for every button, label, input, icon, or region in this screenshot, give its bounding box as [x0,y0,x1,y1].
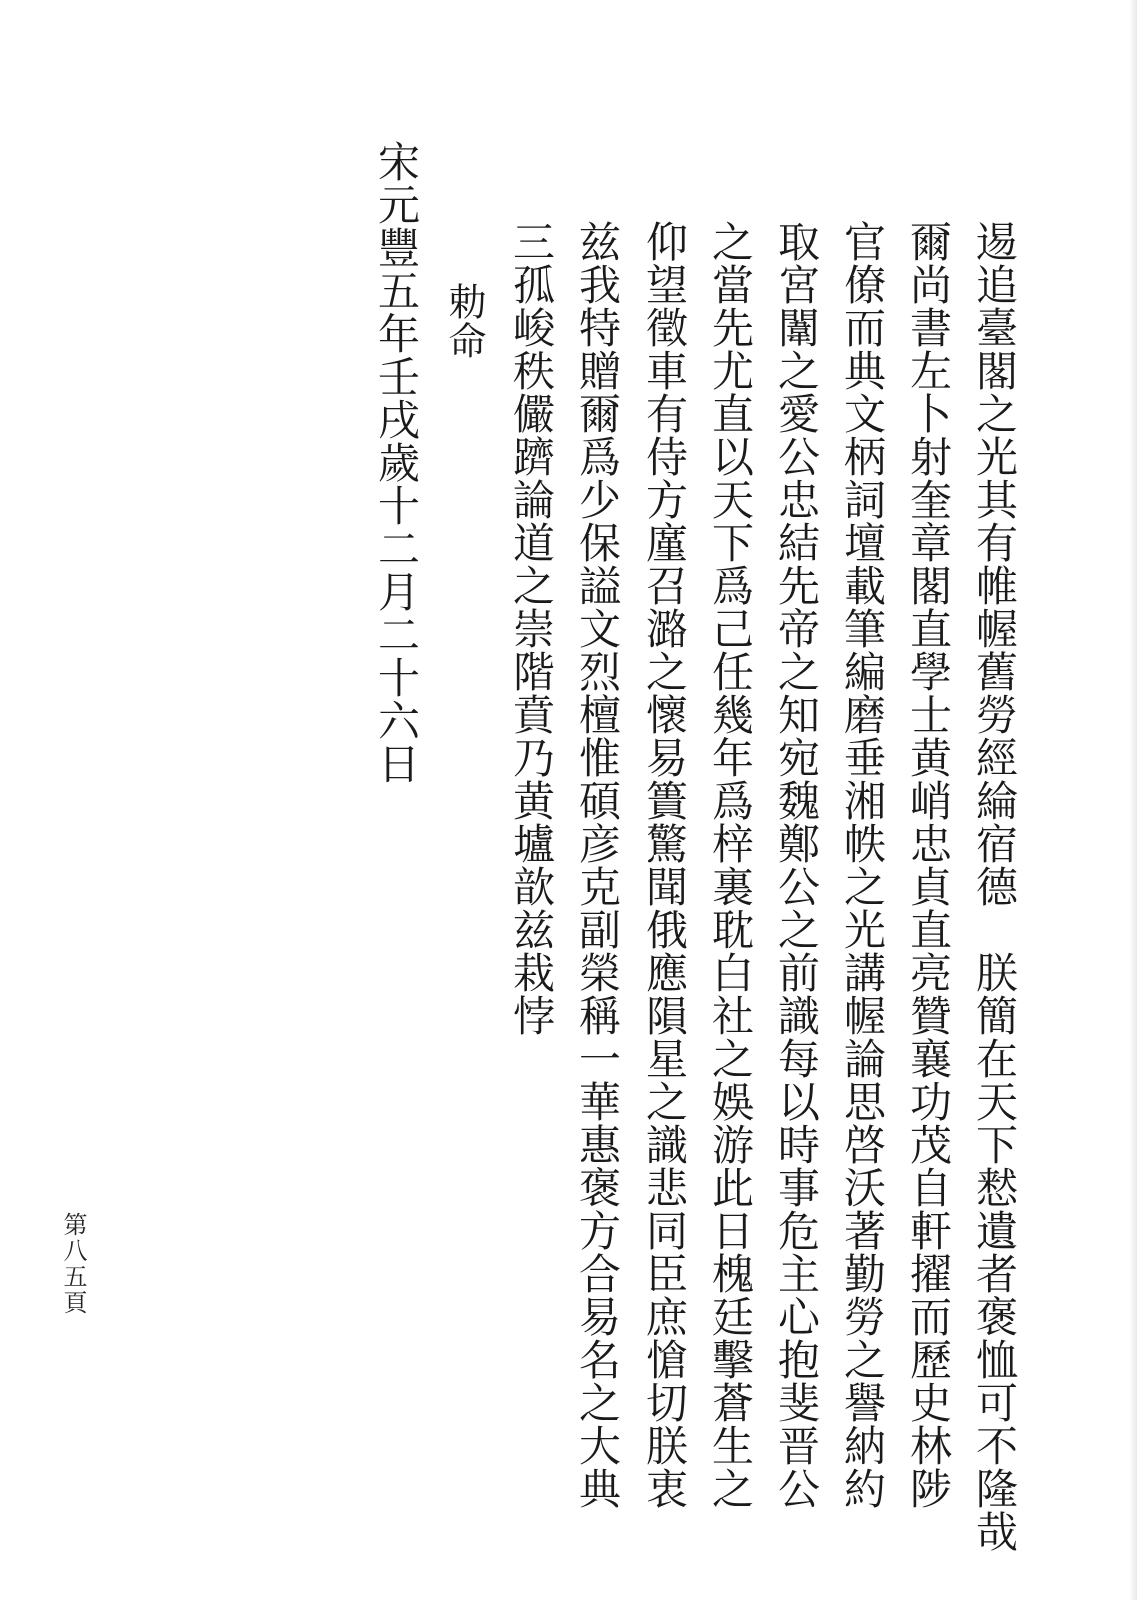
text-column-1: 逷追臺閣之光其有帷幄舊勞經綸宿德 朕簡在天下慭遺者褒恤可不隆哉 [970,220,1019,1553]
imperial-edict-heading: 勅命 [442,282,486,360]
text-column-6: 仰望徵車有侍方廑召潞之懷易簣驚聞俄應隕星之識悲同臣庶愴切朕衷 [640,220,689,1510]
text-column-2: 爾尚書左卜射奎章閣直學士黄峭忠貞直亮贊襄功茂自軒擢而歷史林陟 [904,220,953,1510]
text-column-3: 官僚而典文柄詞壇載筆編磨垂湘帙之光講幄論思啓沃著勤勞之譽納約 [838,220,887,1510]
text-column-5: 之當先尤直以天下爲己任幾年爲梓裏耽白社之娛游此日槐廷擊蒼生之 [706,220,755,1510]
text-column-8: 三孤峻秩儼躋論道之崇階賁乃黄壚歆兹栽悖 [507,220,556,1037]
scan-edge [1129,0,1137,1600]
text-column-4: 取宮闈之愛公忠結先帝之知宛魏鄭公之前識每以時事危主心抱斐晋公 [772,220,821,1510]
text-column-7: 兹我特贈爾爲少保謚文烈檀惟碩彦克副榮稱一華惠褒方合易名之大典 [573,220,622,1510]
page-number: 第八五頁 [59,1212,87,1316]
date-line: 宋元豐五年壬戌歲十二月二十六日 [372,140,421,785]
